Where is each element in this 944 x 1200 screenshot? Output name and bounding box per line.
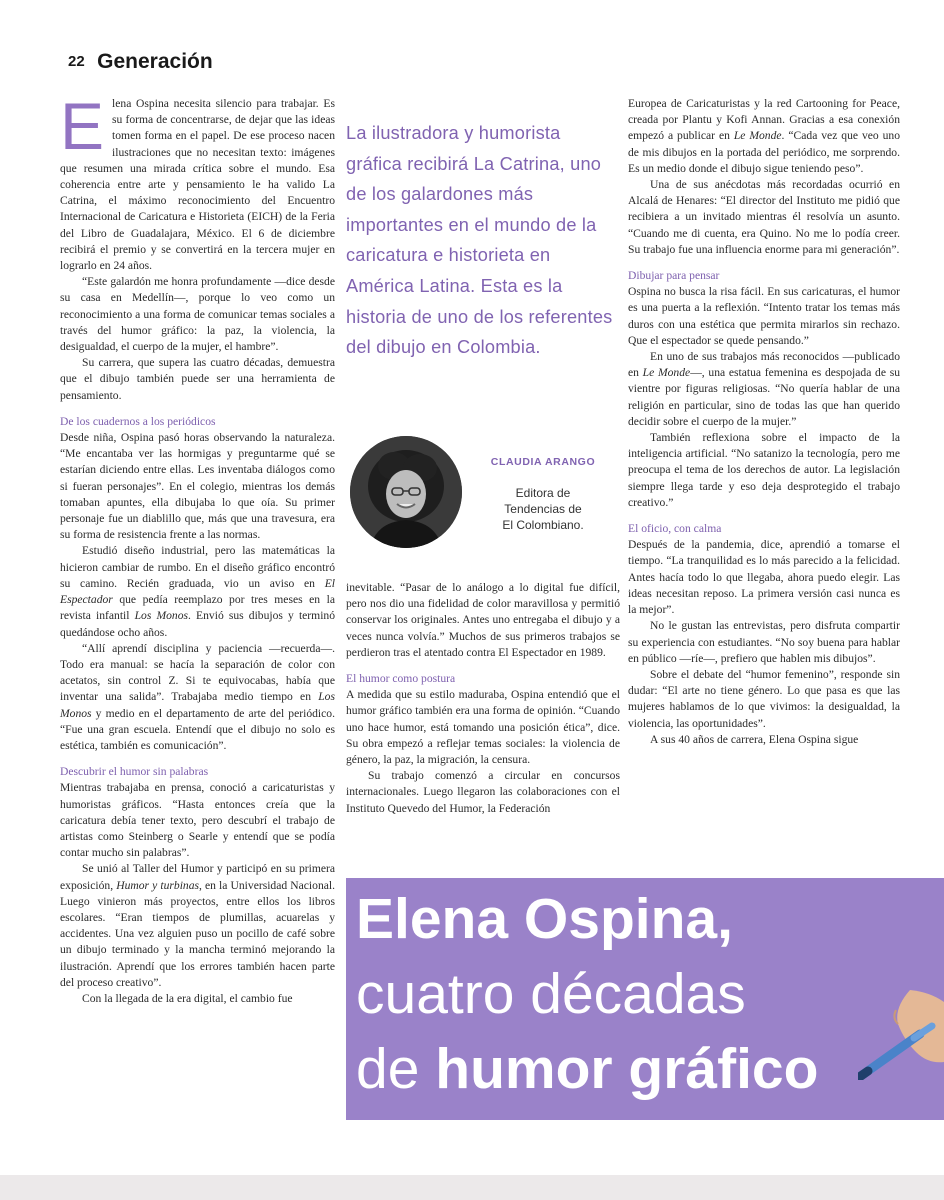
subheading: El humor como postura bbox=[346, 672, 456, 686]
article-paragraph: Elena Ospina necesita silencio para trabajar. Es su forma de concentrarse, de dejar que las ideas tomen forma en el papel. De ese proceso nacen ilustraciones que no necesitan texto: imágenes que resumen una mirada crítica sobre el mundo. Esa coherencia entre arte y pensamiento le ha valido La Catrina, el máximo reconocimiento del Encuentro Internacional de Caricatura e Historieta (EICH) de la Feria del Libro de Guadalajara, México. El 6 de diciembre recibirá el premio y se convertirá en la tercera mujer en lograrlo en 24 años. bbox=[60, 89, 335, 273]
article-paragraph: No le gustan las entrevistas, pero disfruta compartir su experiencia con estudiantes. “No soy buena para hablar en público —ríe—, prefiero que hablen mis dibujos”. bbox=[628, 619, 900, 665]
article-paragraph: “Allí aprendí disciplina y paciencia —recuerda—. Todo era manual: se hacía la separación de color con acetatos, sin control Z. Si te equivocabas, había que inventar una salida”. Trabajaba medio tiempo en Los Monos y medio en el departamento de arte del periódico. “Fue una gran escuela. Entendí que el dibujo no solo es estética, también es comunicación”. bbox=[60, 641, 335, 752]
article-paragraph: Estudió diseño industrial, pero las matemáticas la hicieron cambiar de rumbo. En el diseño gráfico encontró su camino. Recién graduada, vio un aviso en El Espectador que pedía reemplazo por tres meses en la revista infantil Los Monos. Envió sus dibujos y terminó quedándose ocho años. bbox=[60, 544, 336, 639]
article-paragraph: También reflexiona sobre el impacto de la inteligencia artificial. “No satanizo la tecnología, pero me preocupa el tema de los derechos de autor. La legislación siempre llega tarde y eso deja desprotegido el trabajo creativo.” bbox=[628, 431, 900, 509]
article-paragraph: En uno de sus trabajos más reconocidos —publicado en Le Monde—, una estatua femenina es despojada de su vientre por figuras religiosas. “No quería hablar de una religión en particular, sino de todas las que han querido decidir sobre el cuerpo de la mujer.” bbox=[628, 350, 901, 428]
title-line-2: cuatro décadas bbox=[356, 962, 746, 1026]
article-paragraph: inevitable. “Pasar de lo análogo a lo digital fue difícil, pero nos dio una fidelidad de color maravillosa y permitió conservar los originales. Antes uno entregaba el dibujo y a veces nunca volvía.” Muchos de sus primeros trabajos se perdieron tras el atentado contra El Espectador en 1989. bbox=[346, 581, 620, 659]
article-paragraph: Después de la pandemia, dice, aprendió a tomarse el tiempo. “La tranquilidad es lo más parecido a la felicidad. Antes hacía todo lo que llegaba, ahora puedo elegir. Las ideas necesitan reposo. La primera versión casi nunca es la mejor”. bbox=[628, 538, 900, 617]
subheading: Dibujar para pensar bbox=[628, 269, 720, 283]
article-paragraph: Sobre el debate del “humor femenino”, responde sin dudar: “El arte no tiene género. Lo que pasa es que las mujeres hablamos de lo que vivimos: la desigualdad, la violencia, las oportunidades”. bbox=[628, 667, 900, 730]
hand-with-pen-image bbox=[858, 990, 944, 1080]
subheading: Descubrir el humor sin palabras bbox=[60, 765, 209, 779]
article-paragraph: A medida que su estilo maduraba, Ospina entendió que el humor gráfico también era una forma de opinión. “Cuando uno hace humor, está tomando una posición ética”, dice. Su obra empezó a reflejar temas sociales: la violencia de género, la paz, la migración, la censura. bbox=[346, 688, 620, 767]
author-name: CLAUDIA ARANGO bbox=[490, 456, 596, 468]
article-paragraph: A sus 40 años de carrera, Elena Ospina sigue bbox=[650, 732, 859, 746]
article-paragraph: Su trabajo comenzó a circular en concursos internacionales. Luego llegaron las colaboraciones con el Instituto Quevedo del Humor, la Federación bbox=[346, 769, 620, 815]
article-column-1 bbox=[60, 89, 336, 1007]
page-number: 22 bbox=[68, 53, 85, 70]
article-paragraph: Desde niña, Ospina pasó horas observando la naturaleza. “Me encantaba ver las hormigas y preguntarme qué se estarían diciendo entre ellas. Les inventaba diálogos como si fueran personajes”. En el colegio, mientras los demás tomaban apuntes, ella dibujaba lo que oía. Su primer personaje fue un diablillo que, más que una travesura, era su forma de resistencia frente a las normas. bbox=[60, 431, 335, 542]
article-column-3 bbox=[628, 96, 900, 748]
article-paragraph: Europea de Caricaturistas y la red Cartooning for Peace, creada por Plantu y Kofi Annan. Gracias a esa conexión empezó a publicar en Le Monde. “Cada vez que veo uno de mis dibujos en la portada del periódico, me sorprendo. Es un medio donde el dibujo sigue teniendo peso”. bbox=[628, 97, 900, 175]
subheading: El oficio, con calma bbox=[628, 522, 722, 536]
article-paragraph: “Este galardón me honra profundamente —dice desde su casa en Medellín—, porque lo veo como un reconocimiento a una forma de comunicar temas sociales a través del humor gráfico: la paz, la violencia, la desigualdad, el cuerpo de la mujer, el hambre”. bbox=[60, 275, 335, 354]
page-bottom-background bbox=[0, 1175, 944, 1200]
pull-quote: La ilustradora y humorista gráfica recibirá La Catrina, uno de los galardones más importantes en el mundo de la caricatura e historieta en América Latina. Esta es la historia de uno de los referentes del dibujo en Colombia. bbox=[346, 123, 613, 358]
page-header bbox=[68, 50, 213, 74]
portrait-image bbox=[350, 436, 462, 548]
article-paragraph: Con la llegada de la era digital, el cambio fue bbox=[82, 991, 293, 1005]
article-paragraph: Ospina no busca la risa fácil. En sus caricaturas, el humor es una puerta a la reflexión. “Intento tratar los temas más duros con una estética que permita mirarlos sin rechazo. Que el espectador se quede pensando.” bbox=[628, 285, 900, 347]
author-photo bbox=[350, 436, 462, 548]
article-paragraph: Mientras trabajaba en prensa, conoció a caricaturistas y humoristas gráficos. “Hasta entonces creía que la caricatura debía tener texto, pero descubrí el trabajo de artistas como Steinberg o Searle y entendí que se podía contar mucho sin palabras”. bbox=[60, 781, 335, 860]
article-column-2 bbox=[346, 580, 620, 817]
title-line-3: de humor gráfico bbox=[356, 1037, 819, 1101]
article-title bbox=[356, 882, 936, 1107]
subheading: De los cuadernos a los periódicos bbox=[60, 414, 216, 428]
article-paragraph: Su carrera, que supera las cuatro décadas, demuestra que el dibujo también puede ser una herramienta de pensamiento. bbox=[60, 356, 335, 402]
article-paragraph: Se unió al Taller del Humor y participó en su primera exposición, Humor y turbinas, en la Universidad Nacional. Luego vinieron más proyectos, entre ellos los libros escolares. “Eran tiempos de plumillas, acuarelas y accidentes. Una vez alguien puso un pocillo de café sobre un dibujo terminado y la mancha terminó mejorando la ilustración. Aprendí que los errores también hacen parte del proceso creativo”. bbox=[60, 862, 336, 989]
drop-cap: E bbox=[60, 89, 105, 163]
section-name: Generación bbox=[97, 50, 213, 73]
title-line-1: Elena Ospina, bbox=[356, 887, 733, 951]
author-role: Editora de Tendencias de El Colombiano. bbox=[502, 486, 584, 532]
article-paragraph: Una de sus anécdotas más recordadas ocurrió en Alcalá de Henares: “El director del Instituto me pidió que recibiera a un invitado mientras él resolvía un asunto. “Cuando me di cuenta, era Quino. No me lo podía creer. Su trabajo fue una influencia enorme para mi generación”. bbox=[628, 178, 900, 256]
